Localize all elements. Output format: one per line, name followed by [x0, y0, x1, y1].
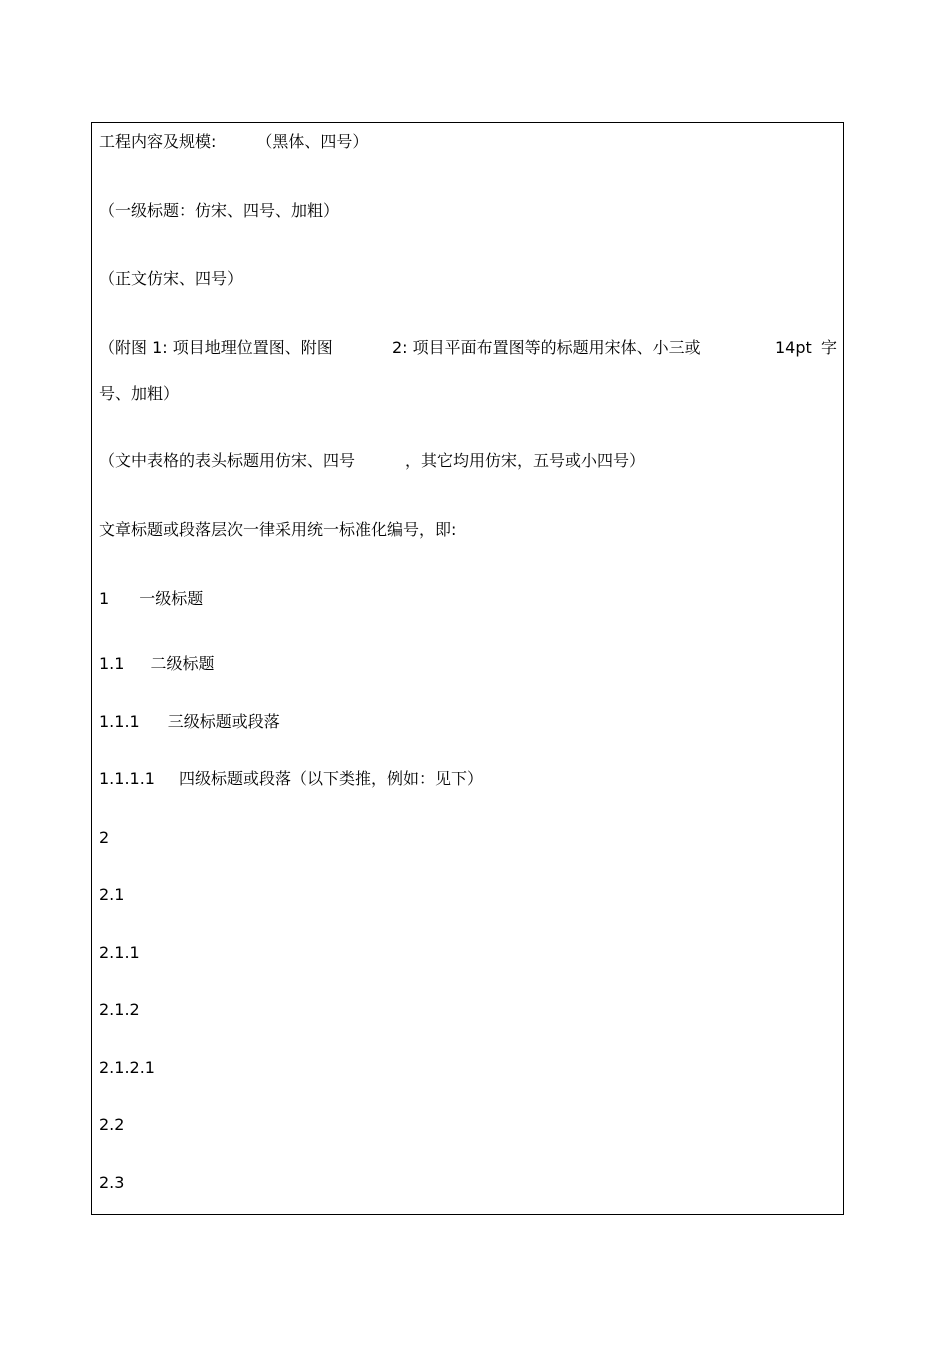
- project-scope-font-note: （黑体、四号）: [256, 132, 369, 151]
- level-text: 三级标题或段落: [167, 712, 280, 731]
- figure-note-part3: 14pt: [775, 338, 812, 357]
- project-scope-line: [99, 132, 368, 152]
- figure-note-part2: 2: 项目平面布置图等的标题用宋体、小三或: [392, 338, 701, 357]
- example-number: 2.3: [99, 1173, 125, 1192]
- level-text: 二级标题: [150, 654, 215, 673]
- example-number: 2.2: [99, 1115, 125, 1134]
- level-text: 四级标题或段落（以下类推，例如：见下）: [178, 769, 483, 788]
- numbering-intro: 文章标题或段落层次一律采用统一标准化编号，即:: [99, 520, 457, 539]
- project-scope-label: 工程内容及规模:: [99, 132, 217, 151]
- example-number: 2.1.2.1: [99, 1058, 155, 1077]
- figure-note-part1: （附图 1: 项目地理位置图、附图: [99, 338, 333, 357]
- level-row: [99, 712, 280, 732]
- level-row: [99, 654, 214, 674]
- level-number: 1: [99, 589, 110, 608]
- figure-note-continuation: 号、加粗）: [99, 384, 180, 403]
- level-row: [99, 769, 483, 789]
- figure-note-part4: 字: [821, 338, 838, 357]
- example-number: 2.1.1: [99, 943, 140, 962]
- example-number: 2: [99, 828, 110, 847]
- example-number: 2.1.2: [99, 1000, 140, 1019]
- table-note-part1: （文中表格的表头标题用仿宋、四号: [99, 451, 356, 470]
- table-note-part2: ，其它均用仿宋，五号或小四号）: [405, 451, 646, 470]
- level-row: [99, 589, 203, 609]
- level-number: 1.1.1: [99, 712, 140, 731]
- level-text: 一级标题: [139, 589, 204, 608]
- body-font-note: （正文仿宋、四号）: [99, 269, 244, 288]
- example-number: 2.1: [99, 885, 125, 904]
- level-number: 1.1.1.1: [99, 769, 155, 788]
- level-number: 1.1: [99, 654, 125, 673]
- level1-font-note: （一级标题：仿宋、四号、加粗）: [99, 201, 340, 220]
